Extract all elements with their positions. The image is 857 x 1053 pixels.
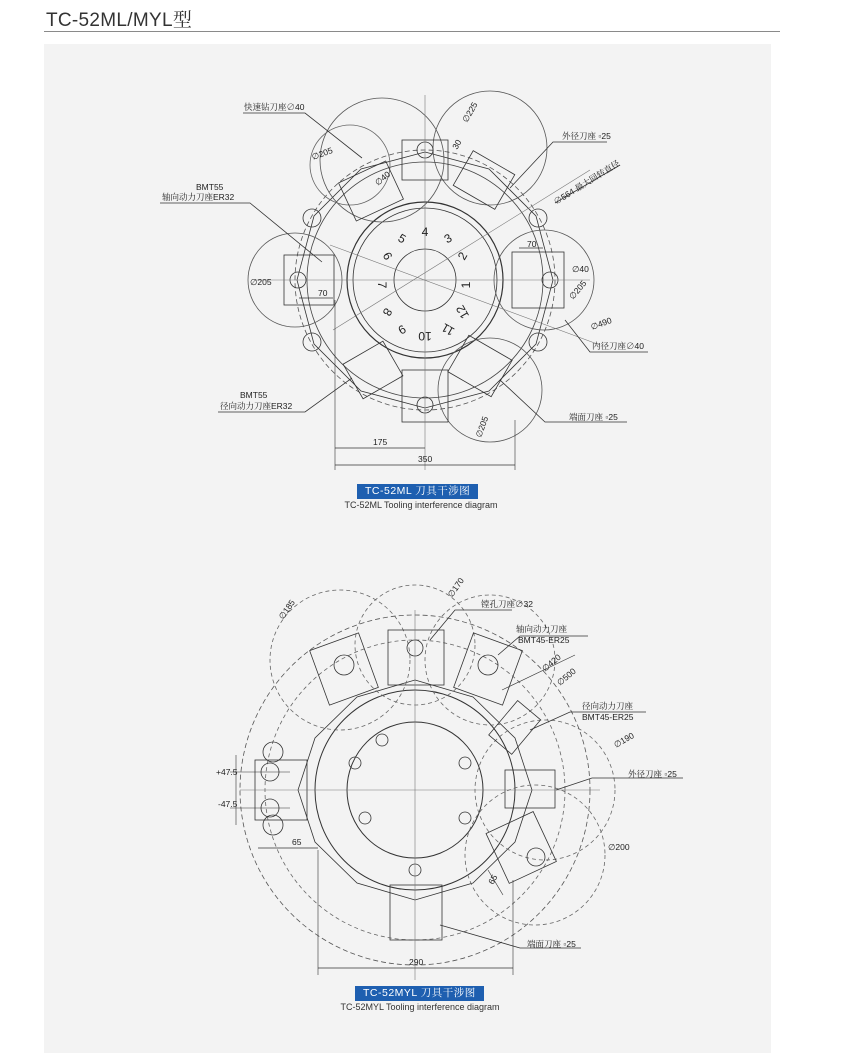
- station-8: 8: [379, 305, 396, 319]
- ml-label-bmt55-radial-b: 径向动力刀座ER32: [220, 401, 293, 411]
- ml-stations: [375, 225, 473, 343]
- myl-label-dim-290: 290: [409, 957, 424, 967]
- myl-label-d500: ∅500: [554, 665, 578, 688]
- ml-label-bmt55-axial-a: BMT55: [196, 182, 224, 192]
- ml-label-quick-drill: 快速钻刀座∅40: [244, 102, 305, 112]
- myl-label-d170: ∅170: [445, 575, 467, 600]
- ml-label-dim-70-r: 70: [527, 239, 537, 249]
- station-1: 1: [459, 281, 473, 289]
- page-title: TC-52ML/MYL型: [46, 10, 193, 31]
- station-11: 11: [439, 320, 457, 339]
- ml-labels: [162, 100, 644, 464]
- ml-label-d40-b: ∅40: [572, 264, 589, 274]
- myl-tool-h: [527, 848, 545, 866]
- ml-label-d205-tl: ∅205: [310, 145, 334, 162]
- ml-label-d490: ∅490: [589, 315, 613, 332]
- ml-holder-od: [453, 151, 515, 210]
- myl-int-circle-200: [465, 785, 605, 925]
- myl-holder-axial-left: [310, 633, 379, 705]
- station-12: 12: [453, 302, 472, 322]
- ml-badge: TC-52ML 刀具干涉图: [357, 484, 478, 499]
- myl-holder-boring: [388, 630, 444, 685]
- myl-label-face-holder: 端面刀座 ▫25: [527, 939, 576, 949]
- ml-label-dim-30: 30: [450, 137, 464, 151]
- station-3: 3: [441, 230, 455, 247]
- station-7: 7: [375, 281, 389, 289]
- myl-label-dim-65-r: 65: [486, 872, 500, 886]
- myl-caption: TC-52MYL Tooling interference diagram: [340, 1002, 500, 1012]
- myl-label-axial-a: 轴向动力刀座: [516, 624, 568, 634]
- ml-label-d40-a: ∅40: [372, 169, 393, 188]
- myl-label-boring: 镗孔刀座∅32: [481, 599, 533, 609]
- ml-int-circle-2: [433, 91, 547, 205]
- station-5: 5: [395, 230, 409, 247]
- ml-label-od-holder: 外径刀座 ▫25: [562, 131, 611, 141]
- ml-label-swing: ∅564 最大回转直径: [551, 157, 622, 207]
- myl-label-radial-a: 径向动力刀座: [582, 701, 634, 711]
- myl-tool-f: [263, 742, 283, 762]
- station-6: 6: [379, 249, 396, 263]
- myl-label-axial-b: BMT45-ER25: [518, 635, 570, 645]
- myl-tool-b: [478, 655, 498, 675]
- myl-holder-radial: [489, 701, 541, 755]
- myl-badge: TC-52MYL 刀具干涉图: [355, 986, 484, 1001]
- myl-labels: [216, 576, 677, 967]
- myl-diagram: [230, 585, 683, 980]
- ml-label-bmt55-axial-b: 轴向动力刀座ER32: [162, 192, 235, 202]
- myl-label-d420: ∅420: [539, 651, 563, 674]
- ml-label-d205-l: ∅205: [250, 277, 272, 287]
- myl-label-d190: ∅190: [612, 730, 636, 750]
- station-9: 9: [395, 321, 409, 338]
- myl-label-plus475: +47.5: [216, 767, 238, 777]
- myl-label-minus475: -47.5: [218, 799, 238, 809]
- ml-label-d225: ∅225: [460, 100, 480, 124]
- myl-label-radial-b: BMT45-ER25: [582, 712, 634, 722]
- ml-holder-radial: [343, 341, 403, 399]
- myl-holder-od: [505, 770, 555, 808]
- ml-caption: TC-52ML Tooling interference diagram: [344, 500, 498, 510]
- ml-label-d205-r: ∅205: [566, 278, 589, 302]
- ml-label-dim-175: 175: [373, 437, 388, 447]
- ml-label-d205-b: ∅205: [473, 414, 491, 439]
- ml-label-bmt55-radial-a: BMT55: [240, 390, 268, 400]
- ml-label-dim-70-l: 70: [318, 288, 328, 298]
- ml-label-face-holder: 端面刀座 ▫25: [569, 412, 618, 422]
- myl-label-dim-65-l: 65: [292, 837, 302, 847]
- station-2: 2: [454, 249, 471, 263]
- myl-label-d185: ∅185: [276, 597, 298, 622]
- myl-holder-face: [390, 885, 442, 940]
- station-10: 10: [418, 329, 432, 343]
- ml-label-dim-350: 350: [418, 454, 433, 464]
- station-4: 4: [421, 225, 429, 239]
- ml-label-id-holder: 内径刀座∅40: [592, 341, 644, 351]
- myl-label-d200: ∅200: [608, 842, 630, 852]
- myl-label-od-holder: 外径刀座 ▫25: [628, 769, 677, 779]
- myl-tool-g: [263, 815, 283, 835]
